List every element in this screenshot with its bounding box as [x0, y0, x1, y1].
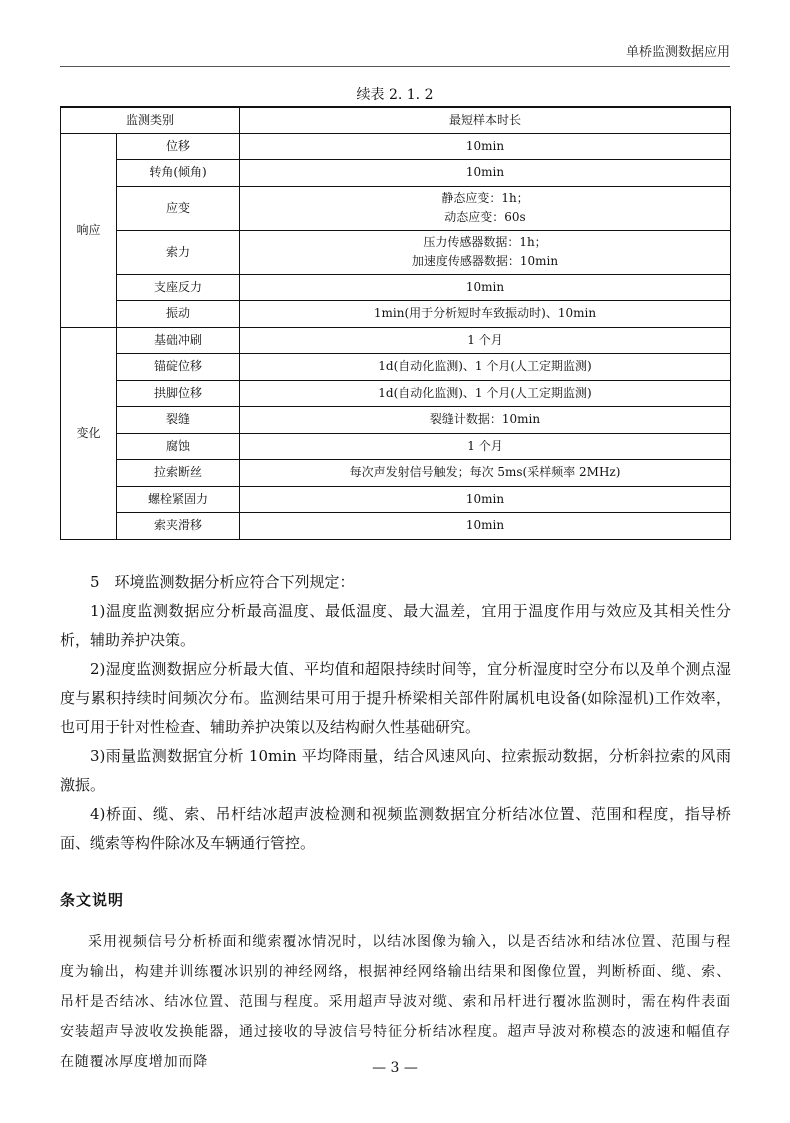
- item-cell: 支座反力: [117, 274, 240, 301]
- item-cell: 转角(倾角): [117, 160, 240, 187]
- header-category: 监测类别: [61, 107, 240, 133]
- duration-cell: [240, 486, 731, 513]
- item-cell: 应变: [117, 186, 240, 230]
- table-row: [61, 486, 731, 513]
- duration-cell: [240, 327, 731, 354]
- duration-line: 压力传感器数据：1h；: [423, 235, 547, 250]
- category-cell: 变化: [61, 327, 117, 539]
- table-row: [61, 407, 731, 434]
- duration-line: 10min: [465, 518, 505, 533]
- table-row: [61, 513, 731, 540]
- duration-line: 裂缝计数据：10min: [429, 412, 541, 427]
- paragraph-1: 1)温度监测数据应分析最高温度、最低温度、最大温差，宜用于温度作用与效应及其相关性分析，辅助养护决策。: [60, 602, 731, 649]
- table-header-row: [61, 107, 731, 133]
- item-cell: 腐蚀: [117, 433, 240, 460]
- paragraph-3: 3)雨量监测数据宜分析 10min 平均降雨量，结合风速风向、拉索振动数据，分析斜拉索的风雨激振。: [60, 747, 731, 794]
- item-cell: 裂缝: [117, 407, 240, 434]
- duration-cell: [240, 301, 731, 328]
- item-cell: 索力: [117, 230, 240, 274]
- category-cell: 响应: [61, 133, 117, 327]
- item-cell: 基础冲刷: [117, 327, 240, 354]
- duration-cell: [240, 433, 731, 460]
- table-row: [61, 327, 731, 354]
- duration-cell: [240, 230, 731, 274]
- duration-line: 每次声发射信号触发；每次 5ms(采样频率 2MHz): [349, 465, 621, 480]
- table-row: [61, 160, 731, 187]
- duration-cell: [240, 354, 731, 381]
- monitoring-table: [60, 106, 731, 540]
- duration-cell: [240, 186, 731, 230]
- header-rule: [60, 66, 730, 67]
- duration-line: 1min(用于分析短时车致振动时)、10min: [373, 306, 597, 321]
- running-header: 单桥监测数据应用: [625, 45, 730, 60]
- duration-cell: [240, 160, 731, 187]
- table-row: [61, 230, 731, 274]
- duration-line: 1d(自动化监测)、1 个月(人工定期监测): [378, 385, 592, 400]
- duration-cell: [240, 407, 731, 434]
- duration-line: 10min: [465, 491, 505, 506]
- duration-cell: [240, 513, 731, 540]
- table-row: [61, 274, 731, 301]
- table-row: [61, 433, 731, 460]
- duration-line: 10min: [465, 138, 505, 153]
- body-text: [60, 568, 731, 858]
- item-cell: 螺栓紧固力: [117, 486, 240, 513]
- table-row: [61, 354, 731, 381]
- duration-line: 1d(自动化监测)、1 个月(人工定期监测): [378, 359, 592, 374]
- item-cell: 振动: [117, 301, 240, 328]
- item-cell: 位移: [117, 133, 240, 160]
- duration-cell: [240, 274, 731, 301]
- table-row: [61, 186, 731, 230]
- duration-line: 静态应变：1h；: [441, 191, 529, 206]
- duration-line: 加速度传感器数据：10min: [411, 254, 559, 268]
- duration-cell: [240, 460, 731, 487]
- item-cell: 拱脚位移: [117, 380, 240, 407]
- clause-text: 采用视频信号分析桥面和缆索覆冰情况时，以结冰图像为输入，以是否结冰和结冰位置、范围与程度为输出，构建并训练覆冰识别的神经网络，根据神经网络输出结果和图像位置，判断桥面、缆、索、吊杆是否结冰、结冰位置、范围与程度。采用超声导波对缆、索和吊杆进行覆冰监测时，需在构件表面安装超声导波收发换能器，通过接收的导波信号特征分析结冰程度。超声导波对称模态的波速和幅值存在随覆冰厚度增加而降: [60, 934, 731, 1070]
- header-duration: 最短样本时长: [240, 107, 731, 133]
- clause-title: 条文说明: [60, 891, 125, 909]
- duration-line: 动态应变：60s: [444, 210, 526, 224]
- item-cell: 拉索断丝: [117, 460, 240, 487]
- duration-line: 1 个月: [467, 332, 503, 347]
- table-row: [61, 460, 731, 487]
- paragraph-4: 4)桥面、缆、索、吊杆结冰超声波检测和视频监测数据宜分析结冰位置、范围和程度，指导桥面、缆索等构件除冰及车辆通行管控。: [60, 805, 731, 852]
- item-cell: 锚碇位移: [117, 354, 240, 381]
- duration-cell: [240, 380, 731, 407]
- table-row: [61, 133, 731, 160]
- duration-cell: [240, 133, 731, 160]
- table-row: [61, 301, 731, 328]
- duration-line: 1 个月: [467, 438, 503, 453]
- duration-line: 10min: [465, 165, 505, 180]
- page-number: — 3 —: [372, 1060, 418, 1076]
- item-cell: 索夹滑移: [117, 513, 240, 540]
- table-caption: 续表 2. 1. 2: [356, 87, 434, 103]
- table-row: [61, 380, 731, 407]
- duration-line: 10min: [465, 279, 505, 294]
- item-5: 5 环境监测数据分析应符合下列规定：: [90, 573, 355, 591]
- paragraph-2: 2)湿度监测数据应分析最大值、平均值和超限持续时间等，宜分析湿度时空分布以及单个测点湿度与累积持续时间频次分布。监测结果可用于提升桥梁相关部件附属机电设备(如除湿机)工作效率，也可用于针对性检查、辅助养护决策以及结构耐久性基础研究。: [60, 660, 731, 736]
